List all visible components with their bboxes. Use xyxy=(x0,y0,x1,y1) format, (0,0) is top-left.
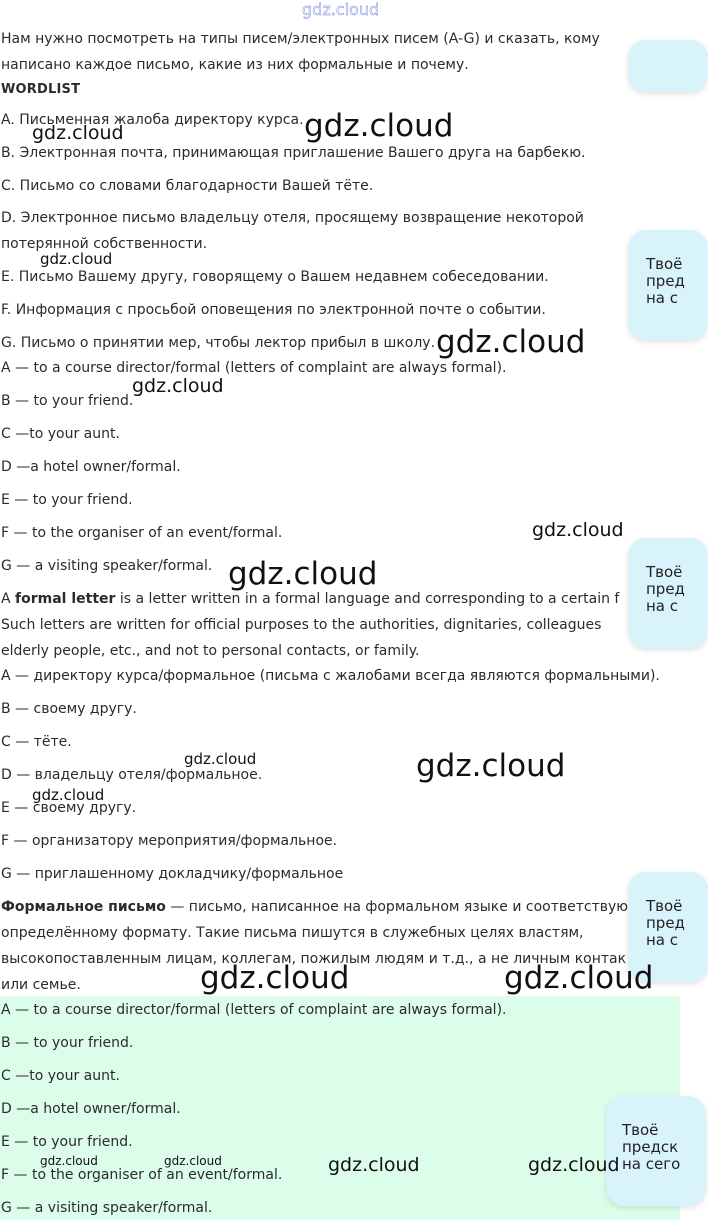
watermark: gdz.cloud xyxy=(200,960,350,996)
wordlist-item-a: A. Письменная жалоба директору курса. xyxy=(1,112,304,128)
answer-ru-c: C — тёте. xyxy=(1,734,72,750)
answer-ru-e: E — своему другу. xyxy=(1,800,137,816)
formal-en-rest: is a letter written in a formal language and corresponding to a certain f xyxy=(115,591,620,607)
watermark: gdz.cloud xyxy=(328,1154,420,1176)
formal-en-line-2: Such letters are written for official purposes to the authorities, dignitaries, colleagues xyxy=(1,617,602,633)
answer-en-repeat-c: C —to your aunt. xyxy=(1,1068,120,1084)
watermark: gdz.cloud xyxy=(302,0,380,19)
answer-ru-d: D — владельцу отеля/формальное. xyxy=(1,767,263,783)
answer-en-d: D —a hotel owner/formal. xyxy=(1,459,181,475)
answer-ru-b: B — своему другу. xyxy=(1,701,137,717)
answer-en-a: A — to a course director/formal (letters of complaint are always formal). xyxy=(1,360,507,376)
answer-en-e: E — to your friend. xyxy=(1,492,133,508)
prediction-bubble-1[interactable] xyxy=(628,40,708,92)
watermark: gdz.cloud xyxy=(32,786,105,804)
watermark: gdz.cloud xyxy=(416,748,566,784)
formal-ru-line-4: или семье. xyxy=(1,977,81,993)
formal-en-line-3: elderly people, etc., and not to personal contacts, or family. xyxy=(1,643,420,659)
answer-en-b: B — to your friend. xyxy=(1,393,134,409)
answer-en-repeat-b: B — to your friend. xyxy=(1,1035,134,1051)
watermark: gdz.cloud xyxy=(304,108,454,144)
formal-ru-rest: — письмо, написанное на формальном языке и соответствую xyxy=(165,899,629,915)
prediction-bubble-3[interactable] xyxy=(628,538,708,648)
bubble-text-3: на с xyxy=(646,931,679,949)
formal-en-line-1 xyxy=(1,590,619,608)
watermark: gdz.cloud xyxy=(40,250,113,268)
wordlist-item-d-line-1: D. Электронное письмо владельцу отеля, просящему возвращение некоторой xyxy=(1,210,584,226)
wordlist-item-b: B. Электронная почта, принимающая приглашение Вашего друга на барбекю. xyxy=(1,145,586,161)
watermark: gdz.cloud xyxy=(132,375,224,397)
answer-en-repeat-g: G — a visiting speaker/formal. xyxy=(1,1200,213,1216)
bubble-text-3: на с xyxy=(646,289,679,307)
watermark: gdz.cloud xyxy=(532,519,624,541)
answer-en-repeat-e: E — to your friend. xyxy=(1,1134,133,1150)
bubble-text-1: Твоё xyxy=(622,1121,659,1139)
wordlist-item-g: G. Письмо о принятии мер, чтобы лектор прибыл в школу. xyxy=(1,335,436,351)
watermark: gdz.cloud xyxy=(228,556,378,592)
formal-ru-line-3: высокопоставленным лицам, коллегам, пожилым людям и т.д., а не личным контак xyxy=(1,951,627,967)
wordlist-item-e: E. Письмо Вашему другу, говорящему о Вашем недавнем собеседовании. xyxy=(1,269,549,285)
wordlist-item-c: C. Письмо со словами благодарности Вашей тёте. xyxy=(1,178,374,194)
formal-ru-line-1 xyxy=(1,898,628,916)
bubble-text-3: на сего xyxy=(622,1155,681,1173)
answer-ru-a: A — директору курса/формальное (письма с жалобами всегда являются формальными). xyxy=(1,668,660,684)
answer-ru-g: G — приглашенному докладчику/формальное xyxy=(1,866,344,882)
watermark: gdz.cloud xyxy=(40,1154,98,1168)
answer-en-repeat-f: F — to the organiser of an event/formal. xyxy=(1,1167,283,1183)
bubble-text-2: пред xyxy=(646,914,685,932)
wordlist-heading: WORDLIST xyxy=(1,82,81,97)
watermark: gdz.cloud xyxy=(436,324,586,360)
bubble-text-3: на с xyxy=(646,597,679,615)
answer-en-g: G — a visiting speaker/formal. xyxy=(1,558,213,574)
bubble-text-2: пред xyxy=(646,272,685,290)
prediction-bubble-2[interactable] xyxy=(628,230,708,340)
answer-en-c: C —to your aunt. xyxy=(1,426,120,442)
task-text-line-2: написано каждое письмо, какие из них формальные и почему. xyxy=(1,57,469,73)
bubble-text-1: Твоё xyxy=(646,897,683,915)
task-text-line-1: Нам нужно посмотреть на типы писем/электронных писем (A-G) и сказать, кому xyxy=(1,31,600,47)
bubble-text-1: Твоё xyxy=(646,563,683,581)
bubble-text-2: пред xyxy=(646,580,685,598)
watermark: gdz.cloud xyxy=(32,122,124,144)
answer-ru-f: F — организатору мероприятия/формальное. xyxy=(1,833,338,849)
wordlist-item-d-line-2: потерянной собственности. xyxy=(1,236,208,252)
bubble-text-2: предск xyxy=(622,1138,679,1156)
bubble-text-1: Твоё xyxy=(646,255,683,273)
answer-en-repeat-d: D —a hotel owner/formal. xyxy=(1,1101,181,1117)
watermark: gdz.cloud xyxy=(184,750,257,768)
watermark: gdz.cloud xyxy=(504,960,654,996)
watermark: gdz.cloud xyxy=(164,1154,222,1168)
formal-ru-line-2: определённому формату. Такие письма пишутся в служебных целях властям, xyxy=(1,925,584,941)
formal-ru-term: Формальное письмо xyxy=(1,899,166,915)
answer-en-repeat-a: A — to a course director/formal (letters of complaint are always formal). xyxy=(1,1002,507,1018)
formal-en-term: formal letter xyxy=(15,591,116,607)
prediction-bubble-5[interactable] xyxy=(606,1096,706,1206)
answer-en-f: F — to the organiser of an event/formal. xyxy=(1,525,283,541)
watermark: gdz.cloud xyxy=(528,1154,620,1176)
formal-en-prefix: A xyxy=(1,591,16,607)
wordlist-item-f: F. Информация с просьбой оповещения по электронной почте о событии. xyxy=(1,302,546,318)
